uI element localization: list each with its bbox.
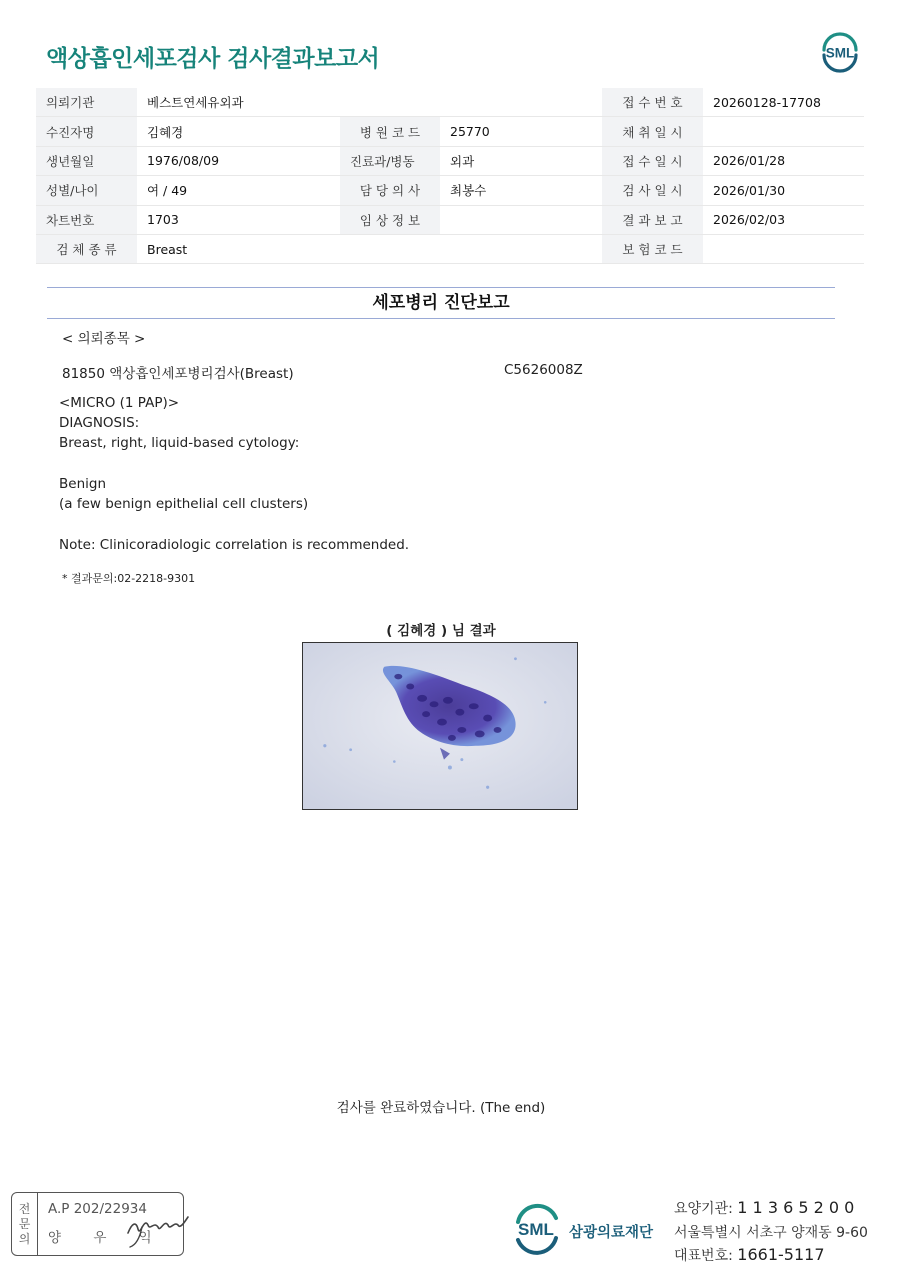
cytology-micrograph [303, 643, 577, 809]
footer-logo-text: SML [518, 1220, 554, 1239]
info-label: 검 체 종 류 [36, 234, 137, 263]
specimen-text: Breast, right, liquid-based cytology: [59, 435, 300, 451]
info-row [36, 234, 864, 263]
contact-text: * 결과문의:02-2218-9301 [62, 572, 196, 585]
info-value [703, 117, 864, 146]
info-value: 김혜경 [137, 117, 340, 146]
image-caption: ( 김혜경 ) 님 결과 [386, 623, 496, 639]
report-title: 액상흡인세포검사 검사결과보고서 [46, 46, 380, 72]
section-rule-bottom [47, 318, 835, 319]
info-label: 결 과 보 고 [602, 205, 703, 234]
info-label: 생년월일 [36, 146, 137, 175]
info-label: 차트번호 [36, 205, 137, 234]
stamp-pathologist-name: 양 우 익 [48, 1230, 166, 1246]
section-title: 세포병리 진단보고 [372, 293, 510, 313]
info-value [703, 234, 864, 263]
info-label: 검 사 일 시 [602, 176, 703, 205]
stamp-label-char: 문 [18, 1216, 31, 1231]
info-value: 1976/08/09 [137, 146, 340, 175]
info-label: 수진자명 [36, 117, 137, 146]
footer-institution-label: 요양기관: [674, 1201, 733, 1217]
stamp-label [12, 1193, 38, 1255]
patient-info-table [36, 88, 864, 264]
result-detail-text: (a few benign epithelial cell clusters) [59, 496, 309, 512]
info-value: 베스트연세유외과 [137, 88, 602, 117]
info-value: 최봉수 [440, 176, 602, 205]
info-label: 보 험 코 드 [602, 234, 703, 263]
info-label: 접 수 일 시 [602, 146, 703, 175]
footer-phone [674, 1245, 825, 1265]
info-row [36, 88, 864, 117]
footer-institution-number: 1 1 3 6 5 2 0 0 [737, 1198, 855, 1217]
info-value: Breast [137, 234, 602, 263]
footer-org-name: 삼광의료재단 [569, 1225, 654, 1241]
sml-logo-icon [818, 30, 862, 74]
stamp-label-char: 의 [18, 1231, 31, 1246]
signature-icon [122, 1203, 194, 1249]
footer-institution [674, 1198, 854, 1218]
footer-phone-number: 1661-5117 [737, 1245, 825, 1264]
cytology-image [302, 642, 578, 810]
info-label: 의뢰기관 [36, 88, 137, 117]
stamp-label-char: 전 [18, 1201, 31, 1216]
info-label: 담 당 의 사 [340, 176, 440, 205]
end-text: 검사를 완료하였습니다. (The end) [336, 1100, 546, 1116]
micro-label: <MICRO (1 PAP)> [59, 395, 180, 411]
info-value: 20260128-17708 [703, 88, 864, 117]
info-value: 2026/02/03 [703, 205, 864, 234]
logo-text: SML [825, 45, 855, 61]
info-label: 성별/나이 [36, 176, 137, 205]
info-value: 1703 [137, 205, 340, 234]
info-value: 2026/01/30 [703, 176, 864, 205]
info-label: 임 상 정 보 [340, 205, 440, 234]
info-row [36, 205, 864, 234]
request-header: < 의뢰종목 > [62, 331, 146, 347]
note-text: Note: Clinicoradiologic correlation is recommended. [59, 537, 410, 553]
info-row [36, 176, 864, 205]
diagnosis-label: DIAGNOSIS: [59, 415, 140, 431]
info-value: 외과 [440, 146, 602, 175]
info-label: 진료과/병동 [340, 146, 440, 175]
request-item: 81850 액상흡인세포병리검사(Breast) [62, 366, 294, 382]
info-value: 25770 [440, 117, 602, 146]
footer-phone-label: 대표번호: [674, 1248, 733, 1264]
sml-footer-logo-icon [510, 1200, 562, 1256]
result-text: Benign [59, 476, 106, 492]
stamp-license-code: A.P 202/22934 [48, 1201, 147, 1217]
info-label: 채 취 일 시 [602, 117, 703, 146]
footer-address: 서울특별시 서초구 양재동 9-60 [674, 1225, 868, 1241]
info-row [36, 146, 864, 175]
info-value [440, 205, 602, 234]
info-value: 2026/01/28 [703, 146, 864, 175]
info-value: 여 / 49 [137, 176, 340, 205]
info-label: 접 수 번 호 [602, 88, 703, 117]
pathologist-stamp [11, 1192, 184, 1256]
info-row [36, 117, 864, 146]
info-label: 병 원 코 드 [340, 117, 440, 146]
request-code: C5626008Z [504, 362, 583, 378]
